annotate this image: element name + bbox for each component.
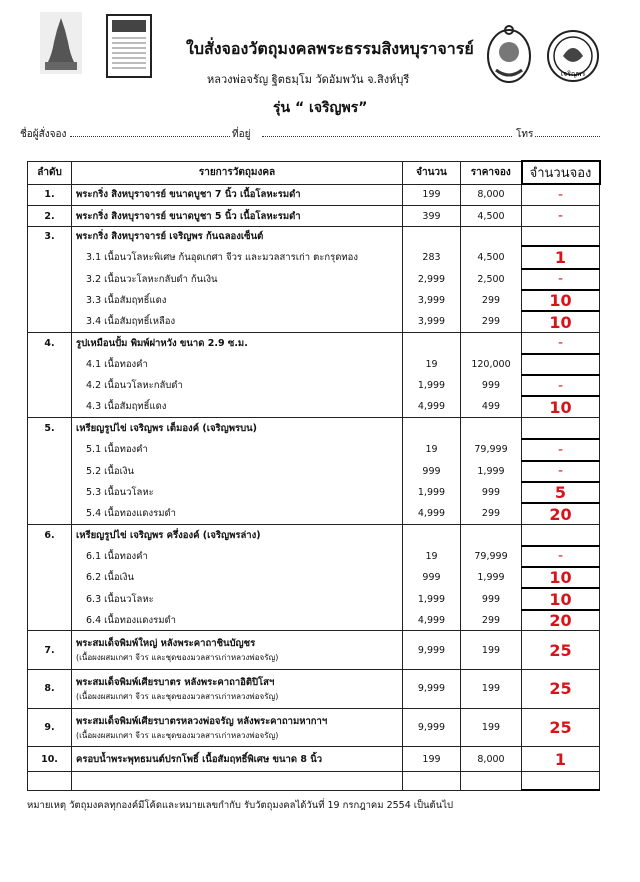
page-subtitle: หลวงพ่อจรัญ ฐิตธมฺโม วัดอัมพวัน จ.สิงห์บุรี [207,73,410,86]
row-order-qty[interactable] [522,771,600,790]
row-price: 2,500 [461,269,522,290]
row-item [72,771,403,790]
row-order-qty[interactable]: 20 [522,610,600,631]
table-row [28,771,600,790]
col-header-qty: จำนวน [403,161,461,184]
row-order-qty[interactable]: 25 [522,708,600,747]
row-item [72,708,403,747]
row-price: 4,500 [461,205,522,226]
document-scan-image [106,14,152,78]
row-price [461,332,522,353]
table-row [28,708,600,747]
emblem-seal-image [545,24,601,84]
row-qty: 4,999 [403,396,461,417]
row-price: 8,000 [461,184,522,205]
col-header-no: ลำดับ [28,161,72,184]
row-order-qty[interactable]: - [522,269,600,290]
table-row [28,439,600,460]
item-name: ครอบน้ำพระพุทธมนต์ปรกโพธิ์ เนื้อสัมฤทธิ์พิเศษ ขนาด 8 นิ้ว [76,753,323,765]
row-number [28,588,72,609]
row-order-qty[interactable]: 1 [522,246,600,268]
row-number [28,546,72,567]
item-name: พระกริ่ง สิงหบุราจารย์ เจริญพร ก้นฉลองเซ็นต์ [76,231,264,243]
table-header-row [28,161,600,184]
table-row [28,246,600,268]
row-order-qty[interactable] [522,418,600,439]
row-price: 4,500 [461,246,522,268]
item-name: 6.1 เนื้อทองคำ [86,550,148,562]
row-qty: 19 [403,546,461,567]
row-number [28,375,72,396]
table-row [28,418,600,439]
item-name: 5.4 เนื้อทองแดงรมดำ [86,508,176,520]
row-item [72,311,403,332]
table-row [28,567,600,588]
row-qty: 1,999 [403,375,461,396]
row-item [72,567,403,588]
row-qty [403,524,461,545]
row-qty: 399 [403,205,461,226]
row-number [28,503,72,524]
row-order-qty[interactable]: 5 [522,482,600,503]
row-item [72,439,403,460]
item-name: 6.4 เนื้อทองแดงรมดำ [86,614,176,626]
item-name: 5.2 เนื้อเงิน [86,465,134,477]
name-label: ชื่อผู้สั่งจอง [20,129,67,140]
table-row [28,503,600,524]
row-number [28,771,72,790]
table-row [28,461,600,482]
name-field[interactable] [70,136,230,137]
row-qty: 19 [403,354,461,375]
item-name: 3.3 เนื้อสัมฤทธิ์แดง [86,295,167,307]
order-table-body [28,184,600,790]
table-row [28,184,600,205]
row-qty: 3,999 [403,311,461,332]
item-name: 6.2 เนื้อเงิน [86,572,134,584]
row-item [72,747,403,771]
amulet-coin-image [484,24,534,84]
row-price: 299 [461,290,522,311]
row-number: 10. [28,747,72,771]
row-item [72,269,403,290]
row-order-qty[interactable]: - [522,461,600,482]
buddha-statue-image [40,12,82,74]
row-price: 1,999 [461,567,522,588]
row-item [72,524,403,545]
col-header-price: ราคาจอง [461,161,522,184]
page-title: ใบสั่งจองวัตถุมงคลพระธรรมสิงหบุราจารย์ [186,39,474,58]
item-name: พระกริ่ง สิงหบุราจารย์ ขนาดบูชา 7 นิ้ว เนื้อโลหะรมดำ [76,189,301,201]
item-name: 6.3 เนื้อนวโลหะ [86,593,154,605]
table-row [28,354,600,375]
row-qty: 3,999 [403,290,461,311]
item-note: (เนื้อผงผสมเกศา จีวร และชุดของมวลสารเก่าหลวงพ่อจรัญ) [76,730,279,740]
row-qty: 19 [403,439,461,460]
table-row [28,227,600,246]
row-order-qty[interactable] [522,354,600,375]
row-qty [403,227,461,246]
row-qty: 9,999 [403,708,461,747]
table-row [28,482,600,503]
row-qty: 1,999 [403,588,461,609]
row-order-qty[interactable]: - [522,375,600,396]
row-item [72,503,403,524]
row-order-qty[interactable]: 10 [522,290,600,311]
row-price: 79,999 [461,546,522,567]
row-number [28,461,72,482]
item-note: (เนื้อผงผสมเกศา จีวร และชุดของมวลสารเก่าหลวงพ่อจรัญ) [76,691,279,701]
row-order-qty[interactable]: 1 [522,747,600,771]
item-name: รูปเหมือนปั้ม พิมพ์ฝาหวัง ขนาด 2.9 ซ.ม. [76,337,248,349]
item-name: 4.1 เนื้อทองคำ [86,358,148,370]
row-price: 120,000 [461,354,522,375]
table-row [28,747,600,771]
row-qty: 9,999 [403,669,461,708]
item-note: (เนื้อผงผสมเกศา จีวร และชุดของมวลสารเก่าหลวงพ่อจรัญ) [76,653,279,663]
row-price: 999 [461,375,522,396]
row-order-qty[interactable]: - [522,546,600,567]
item-name: พระสมเด็จพิมพ์ใหญ่ หลังพระคาถาชินบัญชร [76,638,256,650]
row-order-qty[interactable]: 10 [522,588,600,609]
row-number [28,246,72,268]
row-price: 299 [461,610,522,631]
row-number [28,396,72,417]
phone-field[interactable] [535,136,600,137]
row-item [72,246,403,268]
row-qty: 199 [403,747,461,771]
row-order-qty[interactable]: 20 [522,503,600,524]
row-order-qty[interactable]: 25 [522,631,600,670]
row-number [28,269,72,290]
row-order-qty[interactable]: - [522,205,600,226]
row-price: 299 [461,503,522,524]
item-name: 3.1 เนื้อนวโลหะพิเศษ ก้นอุดเกศา จีวร และมวลสารเก่า ตะกรุดทอง [86,251,358,263]
row-number: 7. [28,631,72,670]
table-row [28,588,600,609]
row-number: 9. [28,708,72,747]
order-table [27,160,601,791]
table-row [28,311,600,332]
row-item [72,546,403,567]
item-name: เหรียญรูปไข่ เจริญพร เต็มองค์ (เจริญพรบน) [76,423,257,435]
row-qty: 999 [403,567,461,588]
row-item [72,205,403,226]
item-name: เหรียญรูปไข่ เจริญพร ครึ่งองค์ (เจริญพรล่าง) [76,529,261,541]
row-order-qty[interactable]: 10 [522,567,600,588]
row-qty: 1,999 [403,482,461,503]
row-number [28,610,72,631]
row-order-qty[interactable]: - [522,332,600,353]
table-row [28,546,600,567]
row-item [72,184,403,205]
item-name: 5.1 เนื้อทองคำ [86,444,148,456]
item-name: 4.3 เนื้อสัมฤทธิ์แดง [86,401,167,413]
row-number [28,567,72,588]
item-name: 5.3 เนื้อนวโลหะ [86,487,154,499]
row-qty [403,418,461,439]
row-qty: 9,999 [403,631,461,670]
table-row [28,375,600,396]
row-number [28,439,72,460]
row-number: 8. [28,669,72,708]
address-field[interactable] [262,136,512,137]
row-price [461,524,522,545]
table-row [28,669,600,708]
row-price: 1,999 [461,461,522,482]
table-row [28,205,600,226]
item-name: 3.4 เนื้อสัมฤทธิ์เหลือง [86,316,176,328]
row-item [72,354,403,375]
phone-label: โทร [516,129,534,140]
row-qty [403,771,461,790]
row-price: 199 [461,631,522,670]
row-order-qty[interactable]: 25 [522,669,600,708]
row-number: 3. [28,227,72,246]
row-qty [403,332,461,353]
row-price: 79,999 [461,439,522,460]
row-item [72,669,403,708]
row-order-qty[interactable]: 10 [522,311,600,332]
row-number: 2. [28,205,72,226]
row-item [72,375,403,396]
row-qty: 4,999 [403,610,461,631]
footer-note: หมายเหตุ วัตถุมงคลทุกองค์มีโค้ดและหมายเลขกำกับ รับวัตถุมงคลได้วันที่ 19 กรกฎาคม 2554 เป็นต้นไป [27,800,454,811]
row-number: 1. [28,184,72,205]
row-price [461,418,522,439]
row-item [72,332,403,353]
row-price: 199 [461,708,522,747]
row-number: 6. [28,524,72,545]
row-qty: 4,999 [403,503,461,524]
row-number [28,482,72,503]
row-item [72,461,403,482]
row-qty: 999 [403,461,461,482]
item-name: พระสมเด็จพิมพ์เศียรบาตร หลังพระคาถาอิติปิโสฯ [76,676,275,688]
row-item [72,610,403,631]
row-price: 999 [461,588,522,609]
row-qty: 199 [403,184,461,205]
row-price [461,227,522,246]
row-item [72,290,403,311]
col-header-order: จำนวนจอง [522,161,600,184]
table-row [28,631,600,670]
row-qty: 283 [403,246,461,268]
row-order-qty[interactable]: - [522,184,600,205]
table-row [28,290,600,311]
row-qty: 2,999 [403,269,461,290]
row-number [28,311,72,332]
row-price [461,771,522,790]
item-name: พระกริ่ง สิงหบุราจารย์ ขนาดบูชา 5 นิ้ว เนื้อโลหะรมดำ [76,210,301,222]
row-price: 199 [461,669,522,708]
row-order-qty[interactable]: - [522,439,600,460]
row-number [28,290,72,311]
item-name: 3.2 เนื้อนวะโลหะกลับดำ ก้นเงิน [86,273,218,285]
row-number: 5. [28,418,72,439]
address-label: ที่อยู่ [232,129,251,140]
item-name: พระสมเด็จพิมพ์เศียรบาตรหลวงพ่อจรัญ หลังพระคาถามหากาฯ [76,715,328,727]
col-header-item: รายการวัตถุมงคล [72,161,403,184]
table-row [28,524,600,545]
row-item [72,588,403,609]
table-row [28,332,600,353]
row-number [28,354,72,375]
item-name: 4.2 เนื้อนวโลหะกลับดำ [86,380,183,392]
row-order-qty[interactable]: 10 [522,396,600,417]
row-price: 499 [461,396,522,417]
table-row [28,269,600,290]
row-price: 299 [461,311,522,332]
row-item [72,631,403,670]
row-item [72,482,403,503]
row-item [72,396,403,417]
seal-text: เจริญพร [560,70,586,78]
edition-label: รุ่น “ เจริญพร” [273,100,368,116]
table-row [28,610,600,631]
row-item [72,418,403,439]
table-row [28,396,600,417]
row-item [72,227,403,246]
row-order-qty[interactable] [522,524,600,545]
row-price: 8,000 [461,747,522,771]
row-number: 4. [28,332,72,353]
row-price: 999 [461,482,522,503]
row-order-qty[interactable] [522,227,600,246]
